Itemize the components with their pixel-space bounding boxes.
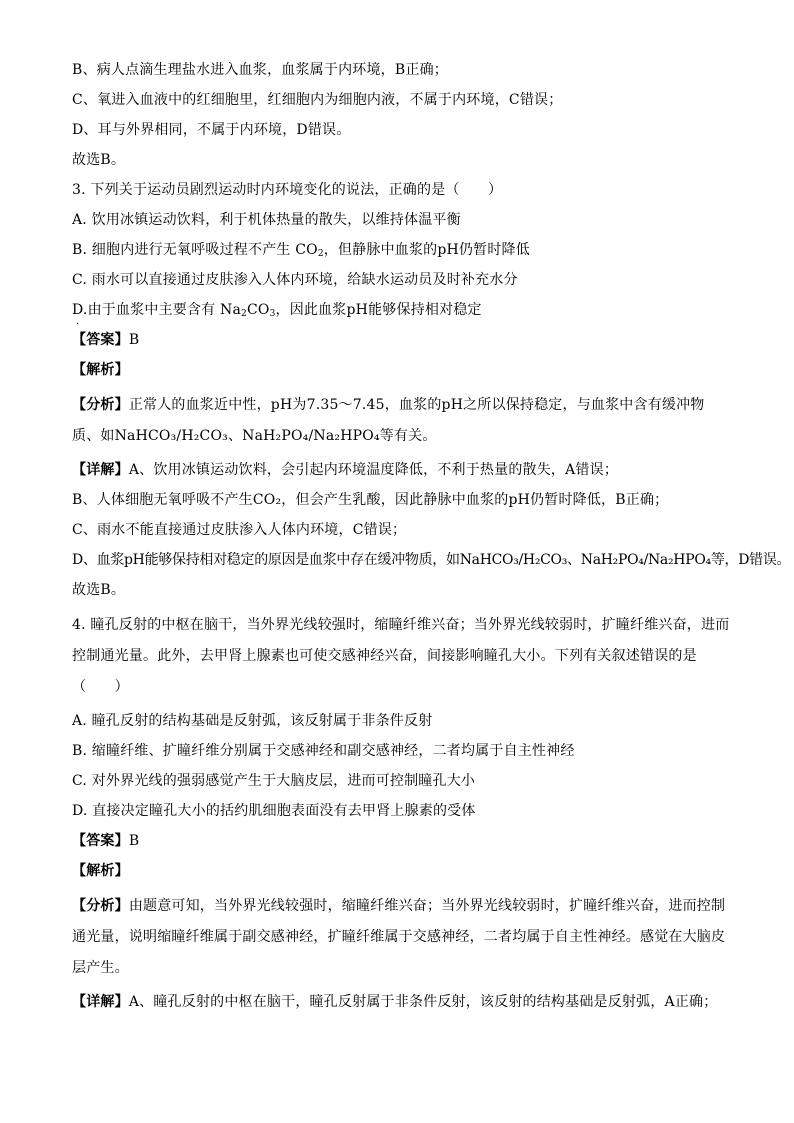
q3-fenxi	[72, 390, 732, 452]
q4-option-b: B. 缩瞳纤维、扩瞳纤维分别属于交感神经和副交感神经，二者均属于自主性神经	[72, 743, 575, 759]
q3-choice: 故选B。	[72, 582, 126, 598]
q3-option-c-explanation: C、雨水不能直接通过皮肤渗入人体内环境，C错误；	[72, 522, 407, 538]
q3-answer	[72, 330, 732, 360]
q3-answer-value: B	[128, 332, 140, 348]
q3-answer-tag: 【答案】	[72, 332, 129, 348]
q4-option-c: C. 对外界光线的强弱感觉产生于大脑皮层，进而可控制瞳孔大小	[72, 773, 476, 789]
q4-option-d: D. 直接决定瞳孔大小的括约肌细胞表面没有去甲肾上腺素的受体	[72, 803, 476, 819]
q3-option-b	[72, 240, 732, 270]
q4-analysis-tag: 【解析】	[72, 863, 129, 879]
q3-option-a: A. 饮用冰镇运动饮料，利于机体热量的散失，以维持体温平衡	[72, 212, 461, 228]
q4-stem: 4. 瞳孔反射的中枢在脑干，当外界光线较强时，缩瞳纤维兴奋；当外界光线较弱时，扩瞳纤维兴奋，进而控制通光量。此外，去甲肾上腺素也可使交感神经兴奋，间接影响瞳孔大小。下列有关叙述错误的是（ ）	[72, 617, 730, 695]
q3-option-d-text: D.由于血浆中主要含有 Na	[72, 302, 242, 318]
q3-option-b-sub: 2	[317, 249, 324, 259]
q4-xiangjie-text: A、瞳孔反射的中枢在脑干，瞳孔反射属于非条件反射，该反射的结构基础是反射弧，A正确；	[128, 994, 718, 1010]
q3-option-b-text: B. 细胞内进行无氧呼吸过程不产生 CO	[72, 242, 318, 258]
q4-xiangjie	[72, 992, 732, 1022]
q3-option-d	[72, 300, 732, 320]
q4-fenxi	[72, 891, 732, 984]
q3-fenxi-text: 正常人的血浆近中性，pH为7.35～7.45，血浆的pH之所以保持稳定，与血浆中含有缓冲物质、如NaHCO₃/H₂CO₃、NaH₂PO₄/Na₂HPO₄等有关。	[72, 397, 705, 444]
q4-answer-value: B	[128, 833, 140, 849]
q3-option-c: C. 雨水可以直接通过皮肤渗入人体内环境，给缺水运动员及时补充水分	[72, 272, 518, 288]
q3-option-d-sub2: 3	[269, 309, 276, 319]
q3-stem: 3. 下列关于运动员剧烈运动时内环境变化的说法，正确的是（ ）	[72, 182, 503, 198]
q4-answer-tag: 【答案】	[72, 833, 129, 849]
q3-xiangjie	[72, 460, 732, 490]
q4-xiangjie-tag: 【详解】	[72, 994, 129, 1010]
q3-analysis-tag: 【解析】	[72, 362, 129, 378]
q3-option-d-rest: ，因此血浆pH能够保持相对稳定	[275, 302, 482, 318]
q3-option-d-sub1: 2	[241, 309, 247, 319]
q4-fenxi-tag: 【分析】	[72, 898, 129, 914]
q4-answer	[72, 831, 732, 861]
q4-analysis	[72, 861, 732, 891]
q2-option-b-explanation: B、病人点滴生理盐水进入血浆，血浆属于内环境，B正确；	[72, 62, 448, 78]
q3-fenxi-tag: 【分析】	[72, 397, 129, 413]
q3-option-b-explanation: B、人体细胞无氧呼吸不产生CO₂，但会产生乳酸，因此静脉中血浆的pH仍暂时降低，B正确；	[72, 492, 669, 508]
q3-xiangjie-text: A、饮用冰镇运动饮料，会引起内环境温度降低，不利于热量的散失，A错误；	[128, 462, 619, 478]
q4-option-a: A. 瞳孔反射的结构基础是反射弧，该反射属于非条件反射	[72, 713, 433, 729]
q3-option-d-explanation: D、血浆pH能够保持相对稳定的原因是血浆中存在缓冲物质，如NaHCO₃/H₂CO₃、NaH₂PO₄/Na₂HPO₄等，D错误。	[72, 552, 791, 568]
stray-dot: ·	[76, 319, 80, 330]
q3-xiangjie-tag: 【详解】	[72, 462, 129, 478]
q3-option-b-rest: ，但静脉中血浆的pH仍暂时降低	[323, 242, 530, 258]
q2-option-d-explanation: D、耳与外界相同，不属于内环境，D错误。	[72, 122, 351, 138]
q2-choice: 故选B。	[72, 152, 126, 168]
q2-option-c-explanation: C、氧进入血液中的红细胞里，红细胞内为细胞内液，不属于内环境，C错误；	[72, 92, 563, 108]
document-page	[72, 60, 791, 1022]
q3-option-d-co: CO	[246, 302, 270, 318]
q4-fenxi-text: 由题意可知，当外界光线较强时，缩瞳纤维兴奋；当外界光线较弱时，扩瞳纤维兴奋，进而控制通光量，说明缩瞳纤维属于副交感神经，扩瞳纤维属于交感神经，二者均属于自主性神经。感觉在大脑皮层产生。	[72, 898, 726, 976]
q3-analysis	[72, 360, 732, 390]
